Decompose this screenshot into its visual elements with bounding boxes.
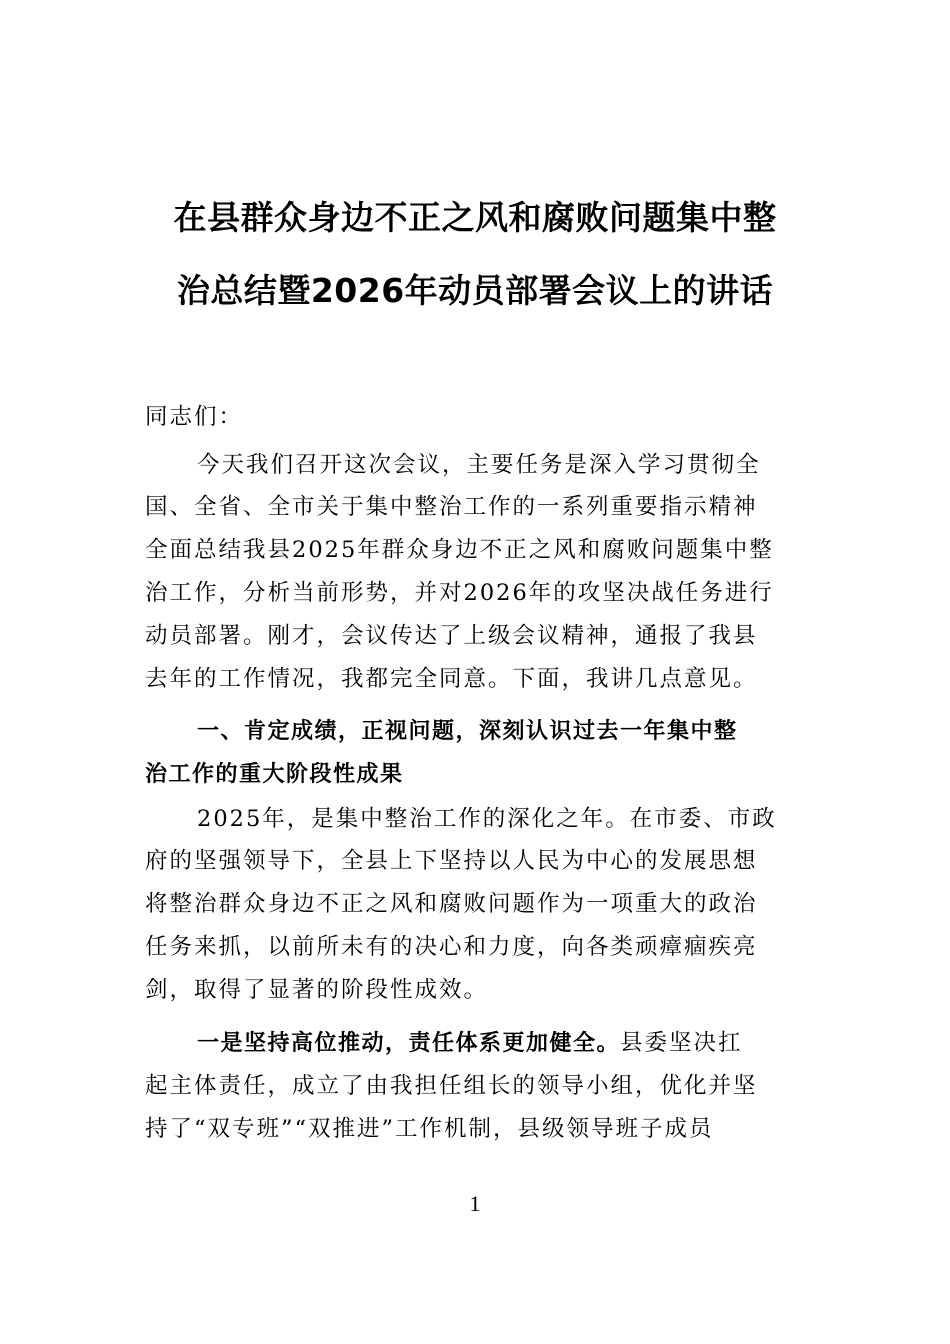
document-title-line-2: 治总结暨2026年动员部署会议上的讲话	[176, 271, 774, 310]
paragraph-line: 任务来抓，以前所未有的决心和力度，向各类顽瘴痼疾亮	[145, 934, 758, 960]
paragraph-line: 2025年，是集中整治工作的深化之年。在市委、市政	[197, 806, 777, 832]
page-number: 1	[469, 1191, 481, 1216]
section-heading-line-1: 一、肯定成绩，正视问题，深刻认识过去一年集中整	[197, 719, 738, 744]
paragraph-line	[197, 1028, 807, 1059]
paragraph-line: 将整治群众身边不正之风和腐败问题作为一项重大的政治	[145, 891, 758, 917]
paragraph-line: 府的坚强领导下，全县上下坚持以人民为中心的发展思想	[145, 848, 758, 874]
paragraph-line: 今天我们召开这次会议，主要任务是深入学习贯彻全	[197, 452, 761, 478]
salutation: 同志们：	[145, 404, 244, 430]
paragraph-line: 全面总结我县2025年群众身边不正之风和腐败问题集中整	[145, 537, 774, 563]
point-text: 县委坚决扛	[620, 1030, 743, 1056]
point-lead: 一是坚持高位推动，责任体系更加健全。	[197, 1031, 621, 1056]
paragraph-line: 去年的工作情况，我都完全同意。下面，我讲几点意见。	[145, 666, 758, 692]
paragraph-line: 国、全省、全市关于集中整治工作的一系列重要指示精神	[145, 494, 758, 520]
section-heading-line-2: 治工作的重大阶段性成果	[145, 762, 404, 787]
paragraph-line: 起主体责任，成立了由我担任组长的领导小组，优化并坚	[145, 1073, 758, 1099]
paragraph-line: 持了“双专班”“双推进”工作机制，县级领导班子成员	[145, 1116, 714, 1142]
paragraph-line: 剑，取得了显著的阶段性成效。	[145, 977, 489, 1003]
paragraph-line: 动员部署。刚才，会议传达了上级会议精神，通报了我县	[145, 623, 758, 649]
document-title-line-1: 在县群众身边不正之风和腐败问题集中整	[173, 198, 777, 237]
paragraph-line: 治工作，分析当前形势，并对2026年的攻坚决战任务进行	[145, 580, 774, 606]
